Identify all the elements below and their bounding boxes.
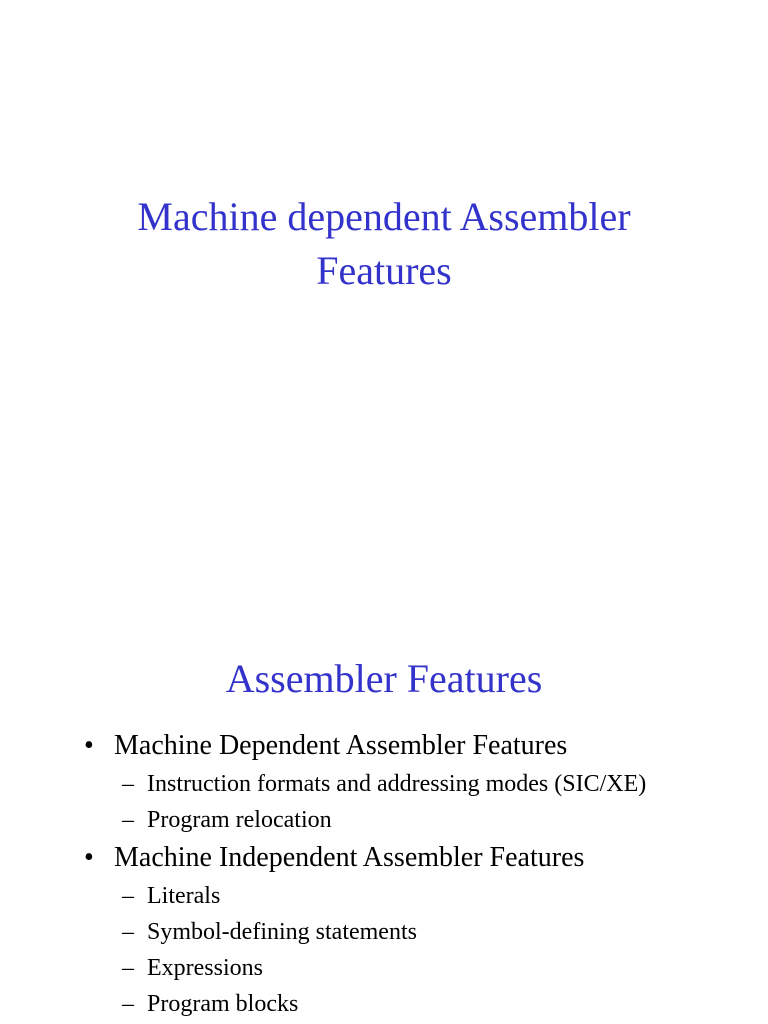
sub-bullet-item xyxy=(0,802,768,838)
bullet-item xyxy=(0,728,768,764)
title-line-2: Features xyxy=(316,248,452,293)
sub-bullet-marker: – xyxy=(122,955,134,981)
bullet-marker: • xyxy=(84,842,94,873)
slide-heading: Assembler Features xyxy=(225,656,543,701)
bullet-item xyxy=(0,840,768,876)
sub-bullet-text: Instruction formats and addressing modes (SIC/XE) xyxy=(147,771,647,797)
bullet-list xyxy=(0,728,768,1022)
sub-bullet-marker: – xyxy=(122,883,134,909)
sub-bullet-marker: – xyxy=(122,991,134,1017)
sub-bullet-text: Symbol-defining statements xyxy=(147,919,417,945)
bullet-text: Machine Independent Assembler Features xyxy=(114,842,585,873)
sub-bullet-marker: – xyxy=(122,807,134,833)
sub-bullet-item xyxy=(0,950,768,986)
sub-bullet-item xyxy=(0,766,768,802)
slide-title-heading xyxy=(0,190,768,298)
sub-bullet-marker: – xyxy=(122,771,134,797)
bullet-text: Machine Dependent Assembler Features xyxy=(114,730,568,761)
sub-bullet-text: Expressions xyxy=(147,955,263,981)
sub-bullet-item xyxy=(0,986,768,1022)
sub-bullet-item xyxy=(0,914,768,950)
sub-bullet-marker: – xyxy=(122,919,134,945)
sub-bullet-text: Literals xyxy=(147,883,221,909)
slide-assembler-features xyxy=(0,576,768,1024)
sub-bullet-item xyxy=(0,878,768,914)
title-line-1: Machine dependent Assembler xyxy=(137,194,631,239)
sub-bullet-text: Program relocation xyxy=(147,807,332,833)
sub-bullet-text: Program blocks xyxy=(147,991,299,1017)
bullet-marker: • xyxy=(84,730,94,761)
